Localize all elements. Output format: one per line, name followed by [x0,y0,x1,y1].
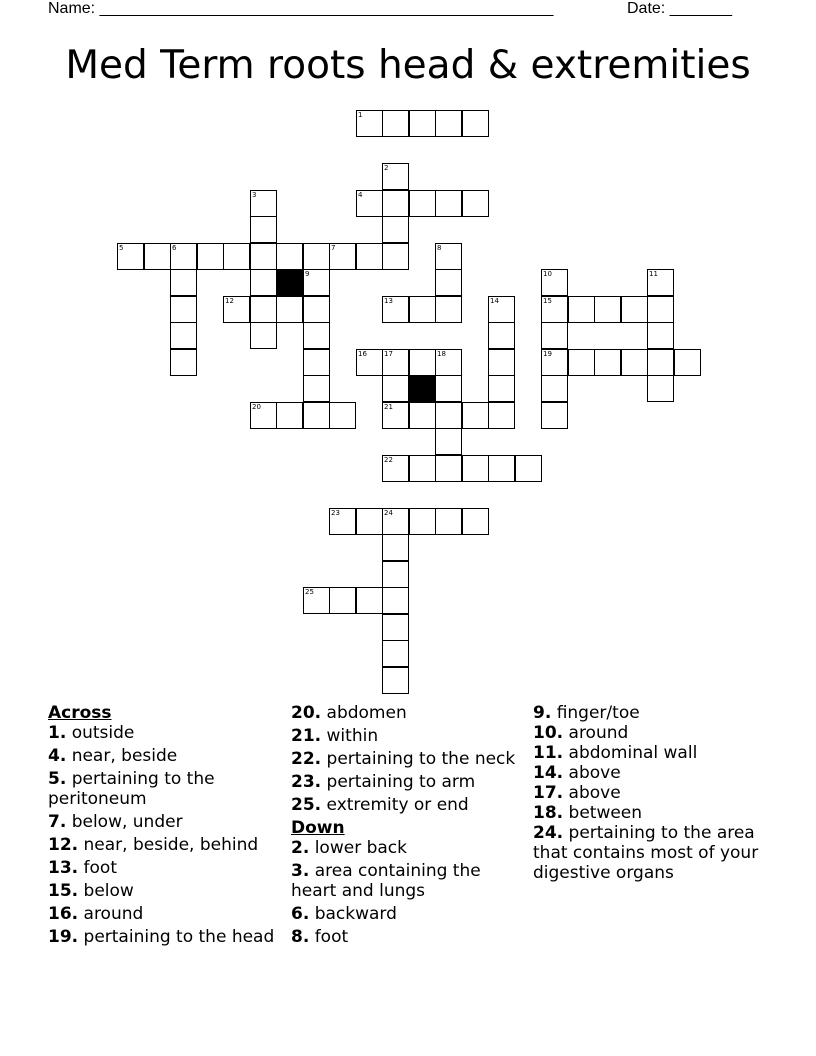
clue-number: 15. [48,881,79,901]
clue-item [48,881,283,901]
clues-column-2 [291,703,526,950]
clue-number: 25. [291,795,322,815]
cell-number: 22 [384,456,393,464]
crossword-cell[interactable] [329,243,356,270]
crossword-cell[interactable] [409,296,436,323]
clue-text: extremity or end [321,795,469,815]
crossword-cell[interactable] [382,640,409,667]
crossword-cell[interactable] [382,216,409,243]
down-heading: Down [291,818,345,838]
clue-number: 12. [48,835,79,855]
clue-number: 13. [48,858,79,878]
clue-text: pertaining to arm [321,772,476,792]
crossword-cell[interactable] [250,322,277,349]
clue-number: 1. [48,723,67,743]
clue-item [291,795,526,815]
crossword-cell[interactable] [170,322,197,349]
name-field-label: Name: ___________________________________________________ [48,0,554,17]
crossword-cell[interactable] [170,243,197,270]
clue-number: 22. [291,749,322,769]
cell-number: 23 [331,509,340,517]
cell-number: 18 [437,350,446,358]
crossword-cell[interactable] [541,375,568,402]
black-cell [409,375,436,402]
crossword-cell[interactable] [382,190,409,217]
crossword-cell[interactable] [223,296,250,323]
crossword-cell[interactable] [223,243,250,270]
crossword-cell[interactable] [276,296,303,323]
crossword-cell[interactable] [488,349,515,376]
crossword-cell[interactable] [303,296,330,323]
clue-item [533,803,773,823]
clue-item [533,783,773,803]
crossword-cell[interactable] [541,349,568,376]
crossword-cell[interactable] [621,349,648,376]
cell-number: 6 [172,244,177,252]
crossword-cell[interactable] [462,402,489,429]
clue-text: backward [309,904,397,924]
crossword-cell[interactable] [170,349,197,376]
crossword-cell[interactable] [356,110,383,137]
crossword-cell[interactable] [488,455,515,482]
clue-number: 2. [291,838,310,858]
clue-item [48,746,283,766]
crossword-cell[interactable] [409,455,436,482]
crossword-cell[interactable] [647,349,674,376]
across-heading: Across [48,703,112,723]
clue-text: between [563,803,643,823]
crossword-cell[interactable] [541,402,568,429]
clue-text: lower back [309,838,407,858]
crossword-cell[interactable] [541,269,568,296]
crossword-cell[interactable] [488,296,515,323]
date-field-label: Date: _______ [627,0,732,17]
crossword-cell[interactable] [568,296,595,323]
clue-number: 18. [533,803,564,823]
cell-number: 12 [225,297,234,305]
cell-number: 24 [384,509,393,517]
clue-item [533,763,773,783]
clue-item [533,823,773,883]
crossword-cell[interactable] [250,216,277,243]
clue-text: pertaining to the area that contains most of your digestive organs [533,823,759,883]
cell-number: 7 [331,244,336,252]
clue-item [291,838,526,858]
clue-number: 20. [291,703,322,723]
crossword-cell[interactable] [303,349,330,376]
clue-text: pertaining to the peritoneum [48,769,215,809]
crossword-cell[interactable] [435,349,462,376]
crossword-cell[interactable] [541,322,568,349]
cell-number: 3 [252,191,257,199]
cell-number: 10 [543,270,552,278]
crossword-cell[interactable] [409,349,436,376]
clue-item [48,723,283,743]
clue-number: 5. [48,769,67,789]
clue-item [533,703,773,723]
crossword-cell[interactable] [382,402,409,429]
clue-text: around [78,904,144,924]
cell-number: 19 [543,350,552,358]
crossword-cell[interactable] [462,190,489,217]
clue-text: area containing the heart and lungs [291,861,481,901]
clue-text: above [563,763,621,783]
clue-number: 11. [533,743,564,763]
clue-item [291,749,526,769]
clue-item [48,858,283,878]
clue-item [291,703,526,723]
crossword-cell[interactable] [329,587,356,614]
clue-text: abdominal wall [563,743,698,763]
crossword-cell[interactable] [488,322,515,349]
crossword-cell[interactable] [568,349,595,376]
crossword-cell[interactable] [303,269,330,296]
clue-number: 3. [291,861,310,881]
crossword-cell[interactable] [356,190,383,217]
crossword-cell[interactable] [382,110,409,137]
cell-number: 5 [119,244,124,252]
crossword-cell[interactable] [303,243,330,270]
clues-column-1 [48,703,283,950]
crossword-cell[interactable] [170,269,197,296]
crossword-cell[interactable] [435,296,462,323]
crossword-cell[interactable] [382,455,409,482]
crossword-cell[interactable] [435,402,462,429]
crossword-cell[interactable] [382,534,409,561]
clue-item [533,723,773,743]
cell-number: 25 [305,588,314,596]
clue-text: below [78,881,134,901]
crossword-cell[interactable] [356,349,383,376]
crossword-cell[interactable] [197,243,224,270]
crossword-cell[interactable] [170,296,197,323]
clue-number: 23. [291,772,322,792]
crossword-cell[interactable] [462,508,489,535]
crossword-cell[interactable] [250,269,277,296]
clue-number: 14. [533,763,564,783]
clue-item [291,927,526,947]
crossword-cell[interactable] [382,349,409,376]
clue-number: 4. [48,746,67,766]
cell-number: 15 [543,297,552,305]
crossword-cell[interactable] [382,243,409,270]
crossword-cell[interactable] [409,110,436,137]
cell-number: 8 [437,244,442,252]
crossword-cell[interactable] [276,402,303,429]
crossword-cell[interactable] [435,428,462,455]
clue-item [48,904,283,924]
crossword-cell[interactable] [594,349,621,376]
cell-number: 9 [305,270,310,278]
clue-item [291,772,526,792]
clue-text: pertaining to the neck [321,749,516,769]
crossword-cell[interactable] [435,455,462,482]
crossword-cell[interactable] [144,243,171,270]
crossword-cell[interactable] [674,349,701,376]
cell-number: 2 [384,164,389,172]
clue-text: within [321,726,379,746]
cell-number: 16 [358,350,367,358]
crossword-cell[interactable] [435,375,462,402]
crossword-cell[interactable] [382,375,409,402]
clue-item [533,743,773,763]
clue-item [48,812,283,832]
crossword-cell[interactable] [647,296,674,323]
crossword-cell[interactable] [250,296,277,323]
clue-item [48,769,283,809]
clue-number: 16. [48,904,79,924]
cell-number: 17 [384,350,393,358]
crossword-cell[interactable] [435,110,462,137]
crossword-cell[interactable] [329,402,356,429]
cell-number: 21 [384,403,393,411]
clue-text: near, beside [66,746,178,766]
crossword-cell[interactable] [356,508,383,535]
crossword-cell[interactable] [303,587,330,614]
clue-number: 24. [533,823,564,843]
crossword-cell[interactable] [382,667,409,694]
clue-number: 8. [291,927,310,947]
crossword-cell[interactable] [356,587,383,614]
cell-number: 1 [358,111,363,119]
clue-text: near, beside, behind [78,835,259,855]
clue-text: foot [309,927,349,947]
clue-text: pertaining to the head [78,927,275,947]
clue-text: foot [78,858,117,878]
crossword-cell[interactable] [250,243,277,270]
clue-item [291,904,526,924]
crossword-cell[interactable] [250,190,277,217]
cell-number: 20 [252,403,261,411]
clue-number: 9. [533,703,552,723]
crossword-cell[interactable] [276,243,303,270]
crossword-cell[interactable] [382,296,409,323]
clue-number: 21. [291,726,322,746]
crossword-cell[interactable] [409,402,436,429]
crossword-cell[interactable] [647,269,674,296]
crossword-cell[interactable] [488,402,515,429]
clue-text: around [563,723,629,743]
clue-text: below, under [66,812,183,832]
crossword-cell[interactable] [250,402,277,429]
crossword-cell[interactable] [541,296,568,323]
crossword-cell[interactable] [647,375,674,402]
cell-number: 13 [384,297,393,305]
clue-number: 19. [48,927,79,947]
cell-number: 11 [649,270,658,278]
crossword-cell[interactable] [303,375,330,402]
crossword-cell[interactable] [621,296,648,323]
crossword-cell[interactable] [117,243,144,270]
clue-item [48,927,283,947]
cell-number: 4 [358,191,363,199]
crossword-cell[interactable] [382,163,409,190]
crossword-cell[interactable] [382,561,409,588]
crossword-cell[interactable] [382,587,409,614]
clue-item [291,726,526,746]
clue-text: above [563,783,621,803]
clue-number: 17. [533,783,564,803]
clues-column-3 [533,703,773,883]
crossword-cell[interactable] [488,375,515,402]
crossword-cell[interactable] [435,508,462,535]
crossword-cell[interactable] [515,455,542,482]
clue-number: 7. [48,812,67,832]
clue-item [291,861,526,901]
clue-number: 6. [291,904,310,924]
clue-number: 10. [533,723,564,743]
cell-number: 14 [490,297,499,305]
crossword-cell[interactable] [462,110,489,137]
crossword-cell[interactable] [329,508,356,535]
crossword-cell[interactable] [303,402,330,429]
crossword-cell[interactable] [409,508,436,535]
crossword-cell[interactable] [594,296,621,323]
crossword-cell[interactable] [409,190,436,217]
clue-text: finger/toe [551,703,640,723]
crossword-cell[interactable] [462,455,489,482]
crossword-cell[interactable] [382,508,409,535]
crossword-cell[interactable] [356,243,383,270]
clue-text: abdomen [321,703,407,723]
black-cell [276,269,303,296]
crossword-cell[interactable] [435,243,462,270]
crossword-cell[interactable] [435,190,462,217]
clue-item [48,835,283,855]
crossword-cell[interactable] [435,269,462,296]
crossword-cell[interactable] [647,322,674,349]
crossword-cell[interactable] [303,322,330,349]
page-title: Med Term roots head & extremities [65,43,751,88]
clue-text: outside [66,723,135,743]
crossword-cell[interactable] [382,614,409,641]
